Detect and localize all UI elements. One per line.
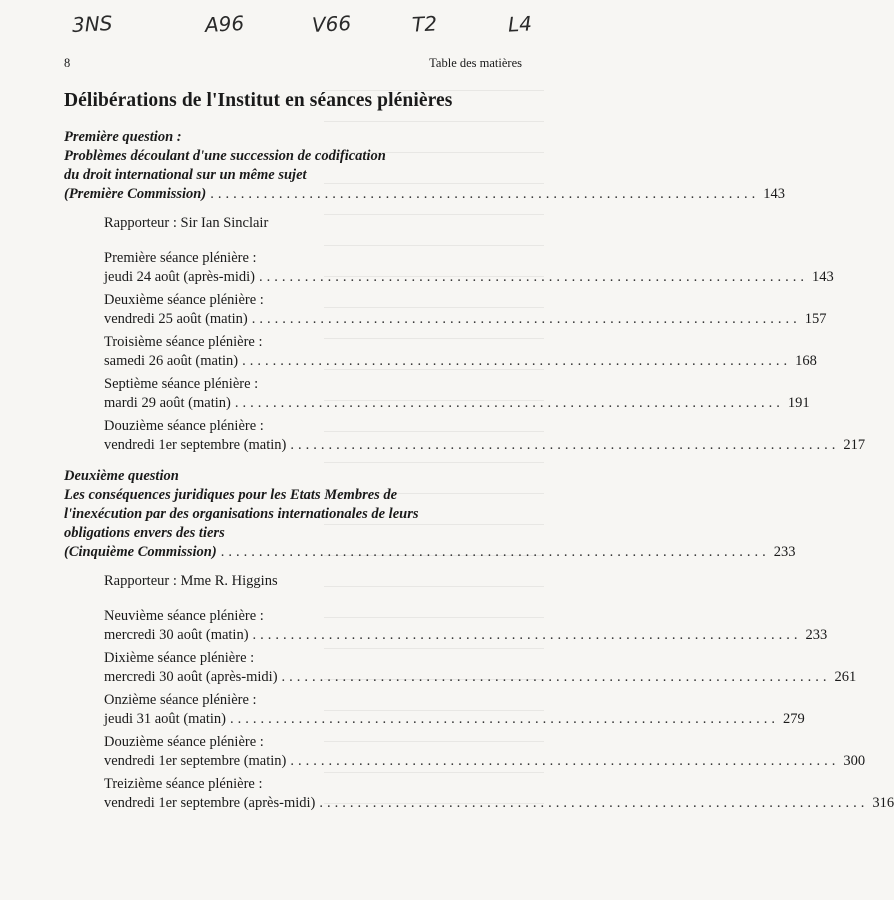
session-entry[interactable]	[104, 333, 817, 371]
toc-entry-commission[interactable]	[64, 185, 785, 204]
session-entry[interactable]	[104, 649, 857, 687]
session-entry[interactable]	[104, 775, 894, 813]
session-entry[interactable]	[104, 417, 866, 455]
page-number: 8	[64, 56, 71, 70]
page-ref: 233	[805, 627, 828, 643]
annotation: L4	[507, 11, 533, 37]
session-date: mercredi 30 août (après-midi)	[104, 669, 278, 685]
page-ref: 233	[773, 544, 796, 560]
session-entry[interactable]	[104, 291, 827, 329]
session-entry[interactable]	[104, 607, 828, 645]
leader-dots: ........................................................................	[290, 753, 840, 769]
question-block	[64, 128, 866, 455]
page-ref: 279	[783, 711, 805, 727]
session-date: samedi 26 août (matin)	[104, 353, 239, 369]
question-title-line: Problèmes découlant d'une succession de codification	[64, 148, 386, 164]
session-date: vendredi 25 août (matin)	[104, 311, 248, 327]
leader-dots: ........................................................................	[220, 544, 770, 560]
session-entry[interactable]	[104, 691, 805, 729]
page-ref: 168	[795, 353, 817, 369]
question-title-line: Première question :	[64, 129, 182, 145]
leader-dots: ........................................................................	[319, 795, 869, 811]
leader-dots: ........................................................................	[252, 627, 802, 643]
session-label: Onzième séance plénière :	[104, 692, 257, 708]
leader-dots: ........................................................................	[210, 186, 760, 202]
leader-dots: ........................................................................	[281, 669, 831, 685]
session-label: Neuvième séance plénière :	[104, 608, 264, 624]
handwritten-annotations	[0, 12, 574, 46]
page-ref: 217	[843, 437, 866, 453]
question-title-line: Les conséquences juridiques pour les Etats Membres de	[64, 487, 398, 503]
page-ref: 191	[787, 395, 810, 411]
commission-label: (Cinquième Commission)	[64, 544, 217, 560]
question-title-line: l'inexécution par des organisations internationales de leurs	[64, 506, 419, 522]
leader-dots: ........................................................................	[230, 711, 780, 727]
session-date: mardi 29 août (matin)	[104, 395, 231, 411]
session-label: Treizième séance plénière :	[104, 776, 263, 792]
session-label: Dixième séance plénière :	[104, 650, 255, 666]
question-block	[64, 467, 894, 813]
page-ref: 157	[804, 311, 827, 327]
toc-content	[64, 90, 894, 825]
session-label: Deuxième séance plénière :	[104, 292, 264, 308]
annotation: T2	[411, 11, 438, 37]
rapporteur: Rapporteur : Mme R. Higgins	[104, 573, 278, 589]
page-ref: 300	[843, 753, 866, 769]
commission-label: (Première Commission)	[64, 186, 207, 202]
session-label: Première séance plénière :	[104, 250, 257, 266]
page-ref: 143	[812, 269, 834, 285]
annotation: 3NS	[71, 10, 113, 38]
toc-entry-commission[interactable]	[64, 543, 796, 562]
session-date: mercredi 30 août (matin)	[104, 627, 249, 643]
page-header	[64, 56, 522, 72]
session-entry[interactable]	[104, 375, 810, 413]
session-date: vendredi 1er septembre (matin)	[104, 753, 287, 769]
session-date: jeudi 24 août (après-midi)	[104, 269, 255, 285]
page-ref: 143	[763, 186, 785, 202]
page-ref: 261	[834, 669, 857, 685]
leader-dots: ........................................................................	[242, 353, 792, 369]
session-date: vendredi 1er septembre (matin)	[104, 437, 287, 453]
question-title	[64, 128, 522, 185]
leader-dots: ........................................................................	[234, 395, 784, 411]
question-title-line: du droit international sur un même sujet	[64, 167, 307, 183]
session-label: Douzième séance plénière :	[104, 418, 264, 434]
leader-dots: ........................................................................	[290, 437, 840, 453]
annotation: A96	[204, 10, 245, 38]
session-date: jeudi 31 août (matin)	[104, 711, 227, 727]
running-title: Table des matières	[429, 56, 522, 70]
session-entry[interactable]	[104, 733, 866, 771]
rapporteur: Rapporteur : Sir Ian Sinclair	[104, 215, 269, 231]
session-entry[interactable]	[104, 249, 834, 287]
page-title: Délibérations de l'Institut en séances plénières	[64, 90, 453, 111]
question-title-line: Deuxième question	[64, 468, 179, 484]
leader-dots: ........................................................................	[259, 269, 808, 285]
session-label: Troisième séance plénière :	[104, 334, 263, 350]
question-title	[64, 467, 522, 543]
leader-dots: ........................................................................	[251, 311, 801, 327]
session-label: Douzième séance plénière :	[104, 734, 264, 750]
annotation: V66	[311, 10, 352, 38]
question-title-line: obligations envers des tiers	[64, 525, 225, 541]
session-label: Septième séance plénière :	[104, 376, 259, 392]
page-ref: 316	[872, 795, 894, 811]
session-date: vendredi 1er septembre (après-midi)	[104, 795, 316, 811]
